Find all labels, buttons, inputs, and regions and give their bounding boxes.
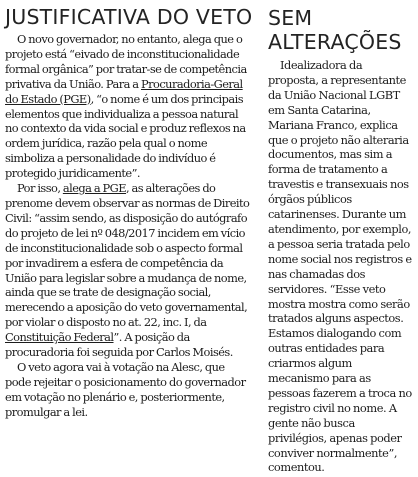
pge-link[interactable]: Procuradoria-Geral do Estado (PGE) [5,76,243,106]
alega-pge-link[interactable]: alega a PGE [62,181,126,196]
left-column [5,6,253,420]
text-segment: ”. A posição da procuradoria foi seguida por Carlos Moisés. [5,330,233,360]
text-segment: Por isso, [17,181,63,196]
text-segment: O novo governador, no entanto, alega que o projeto está “eivado de inconstitucionalidade formal orgânica” por tratar-se de competência privativa da União. Para a [5,32,247,91]
constituicao-link[interactable]: Constituição Federal [5,330,114,345]
paragraph-left-3: O veto agora vai à votação na Alesc, que pode rejeitar o posicionamento do governador em votação no plenário e, posteriormente, promulgar a lei. [5,359,246,419]
paragraph-right-1: Idealizadora da proposta, a representante da União Nacional LGBT em Santa Catarina, Mariana Franco, explica que o projeto não alteraria documentos, mas sim a forma de tratamento a travestis e transexuais nos órgãos públicos catarinenses. Durante um atendimento, por exemplo, a pessoa seria tratada pelo nome social nos registros e nas chamadas dos servidores. “Esse veto mostra mostra como serão tratados alguns aspectos. Estamos dialogando com outras entidades para criarmos algum mecanismo para as pessoas fazerem a troca no registro civil no nome. A gente não busca privilégios, apenas poder conviver normalmente”, comentou. [268,58,412,475]
heading-line: ALTERAÇÕES [268,30,402,54]
paragraph-left-2 [5,181,253,360]
text-segment: , “o nome é um dos principais elementos que individualiza a pessoa natural no contexto da vida social e produz reflexos na ordem jurídica, razão pela qual o nome simboliza a personalidade do indivíduo é protegido juridicamente”. [5,91,246,181]
text-segment: , as alterações do prenome devem observar as normas de Direito Civil: “assim sendo, as disposição do autógrafo do projeto de lei nº 048/2017 incidem em vício de inconstitucionalidade sob o aspecto formal por invadirem a esfera de competência da União para legislar sobre a mudança de nome, ainda que se trate de designação social, merecendo a aposição do veto governamental, por violar o disposto no at. 22, inc. I, da [5,181,250,330]
section-heading-sem-alteracoes [268,6,415,54]
right-column [268,6,415,475]
section-heading-justificativa: JUSTIFICATIVA DO VETO [5,5,253,29]
paragraph-left-1 [5,32,253,181]
heading-line: SEM [268,6,313,30]
